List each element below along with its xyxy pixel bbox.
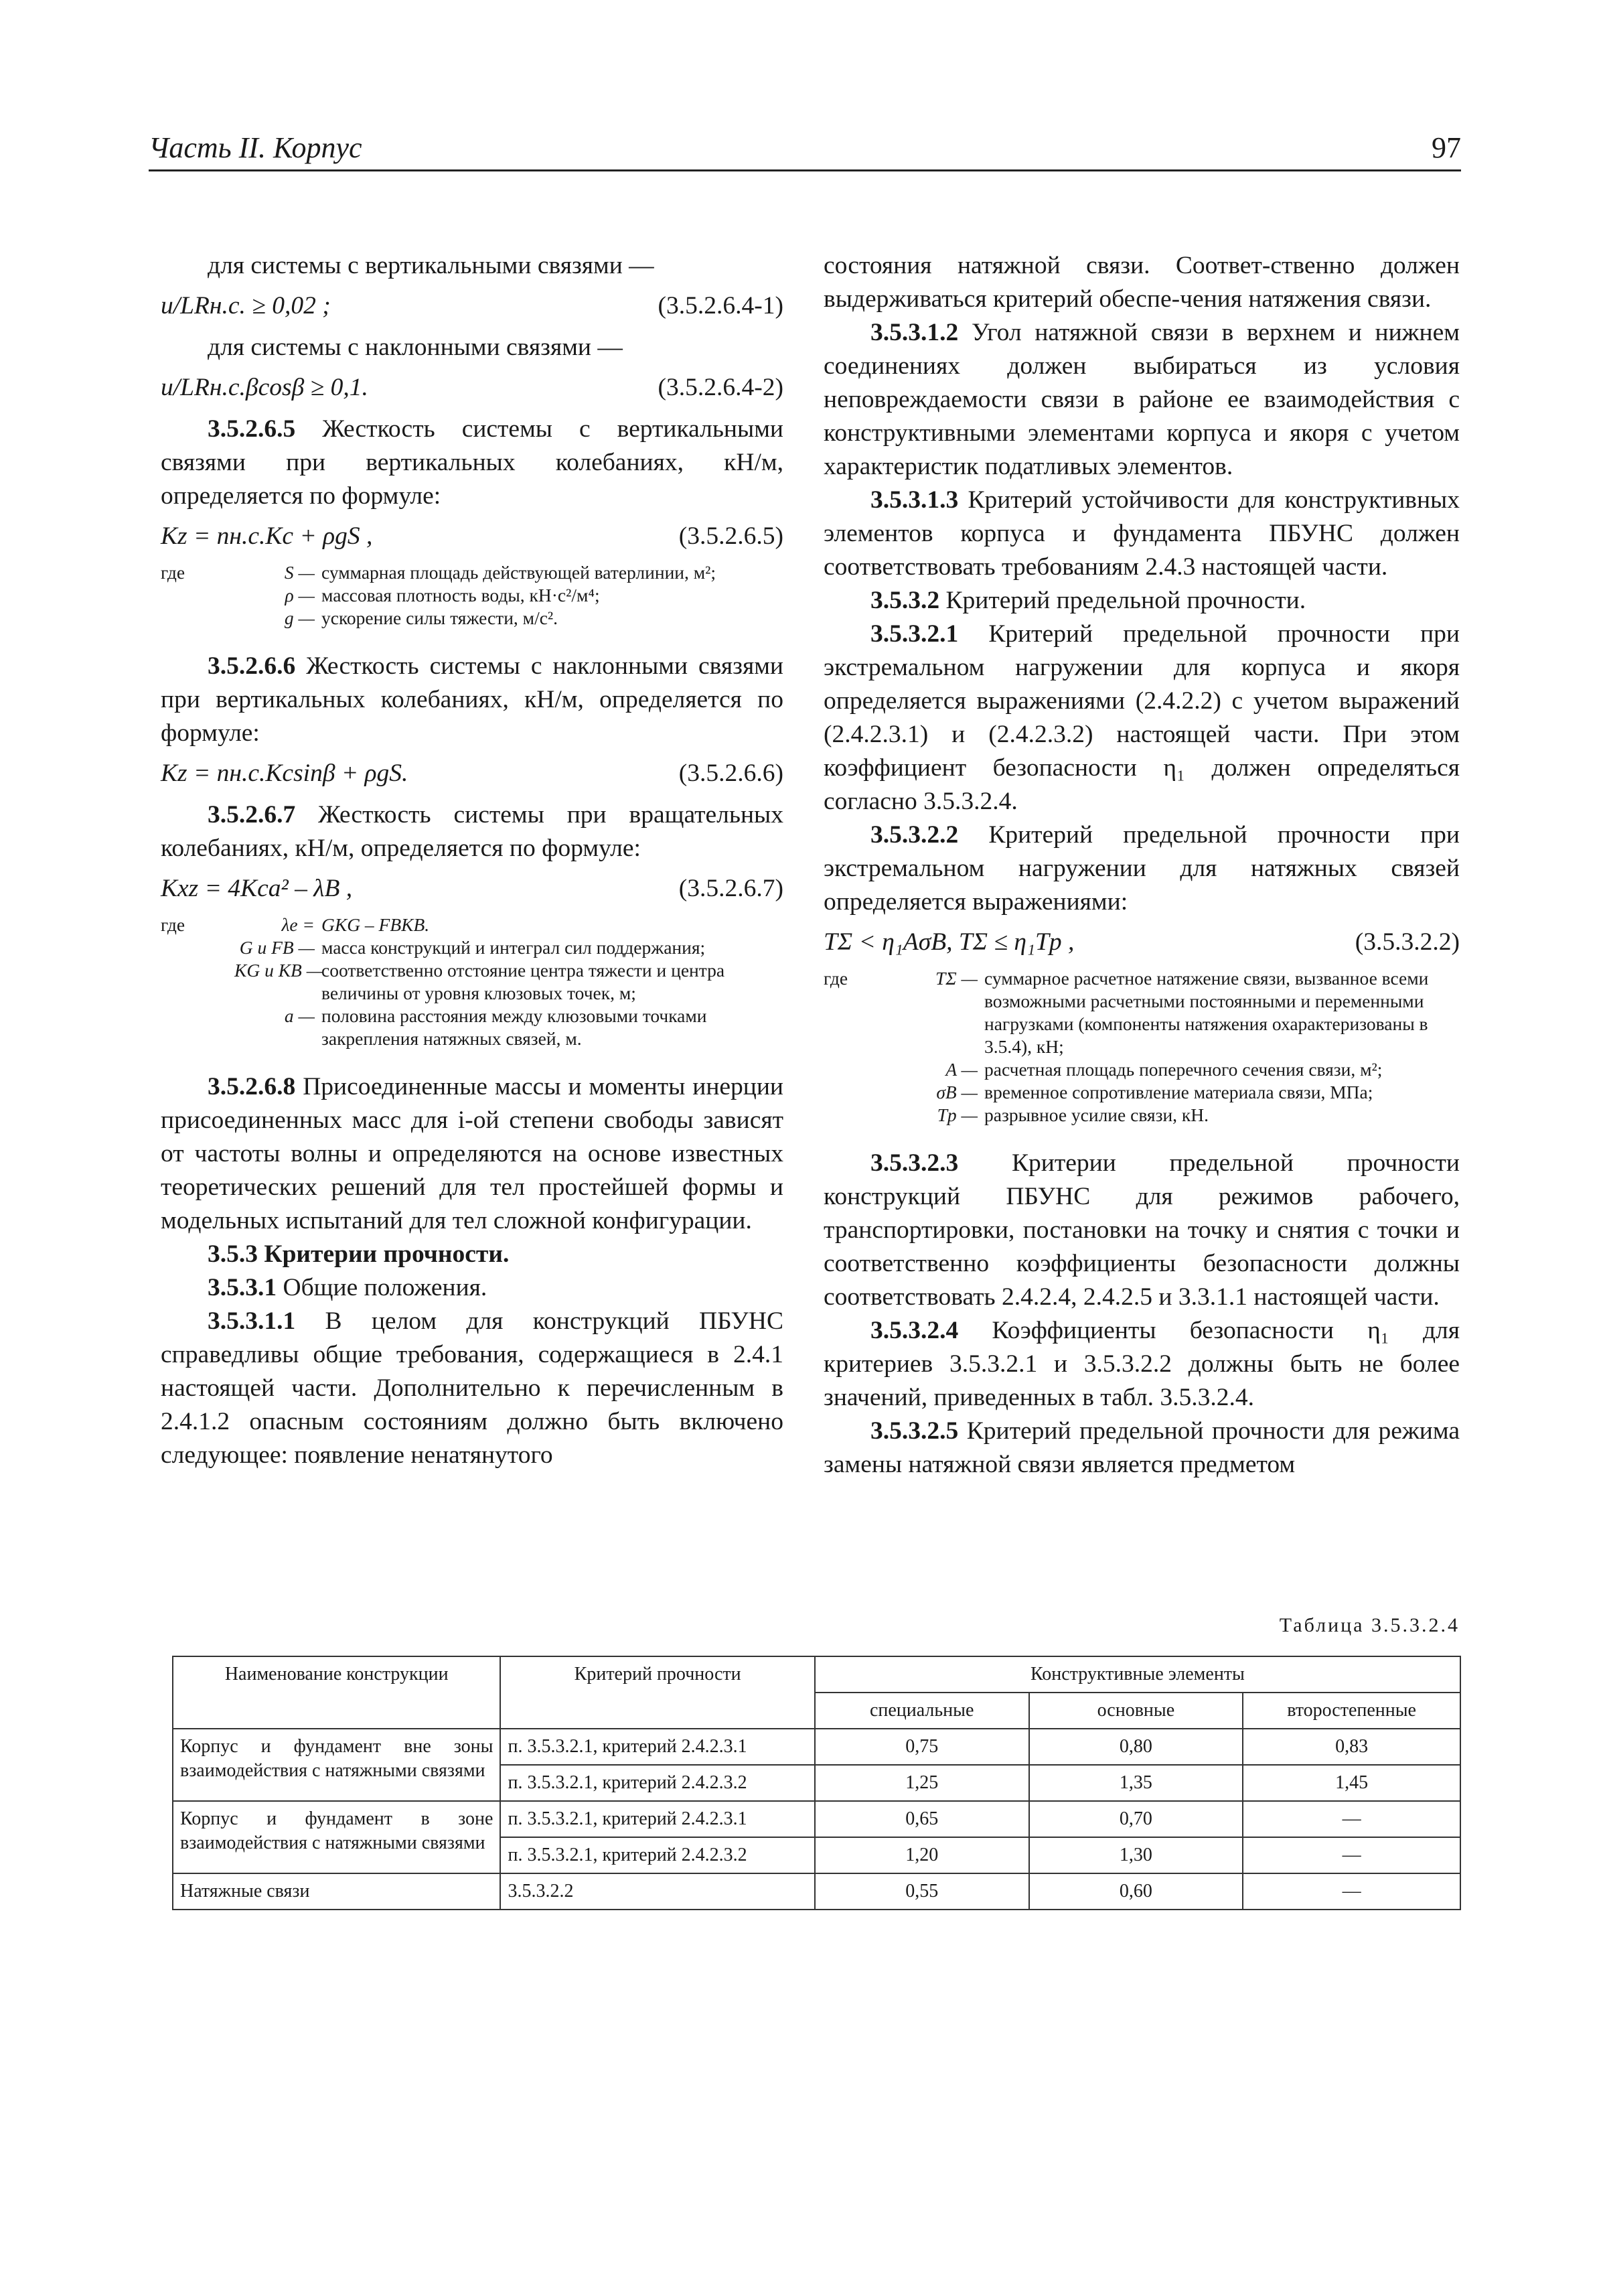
- column-header: Конструктивные элементы: [815, 1656, 1460, 1693]
- paragraph: 3.5.2.6.8 Присоединенные массы и моменты инерции присоединенных масс для i-ой степени свободы зависят от частоты волны и определяются на основе известных теоретических решений для тел простейшей формы и модельных испытаний для тел сложной конфигурации.: [161, 1073, 783, 1234]
- table-cell: 1,45: [1243, 1765, 1460, 1801]
- table-cell: 0,60: [1029, 1873, 1243, 1910]
- text-line: для системы с наклонными связями —: [208, 334, 623, 361]
- table-caption: Таблица 3.5.3.2.4: [1279, 1614, 1460, 1636]
- table-cell: 1,30: [1029, 1837, 1243, 1873]
- table-cell: 3.5.3.2.2: [500, 1873, 814, 1910]
- table-cell: п. 3.5.3.2.1, критерий 2.4.2.3.1: [500, 1801, 814, 1837]
- column-header: Наименование конструкции: [173, 1656, 500, 1729]
- table-cell: 0,70: [1029, 1801, 1243, 1837]
- table-cell: 1,20: [815, 1837, 1029, 1873]
- formula: Kxz = 4Kca² – λB , (3.5.2.6.7): [161, 875, 783, 902]
- table-cell: —: [1243, 1801, 1460, 1837]
- column-header: специальные: [815, 1693, 1029, 1729]
- table-cell: Натяжные связи: [173, 1873, 500, 1910]
- table-cell: Корпус и фундамент в зоне взаимодействия с натяжными связями: [173, 1801, 500, 1873]
- paragraph: 3.5.3.2.5 Критерий предельной прочности для режима замены натяжной связи является предметом: [824, 1417, 1460, 1478]
- table-header-row: [173, 1656, 1460, 1693]
- formula: Kz = nн.с.Kc + ρgS , (3.5.2.6.5): [161, 522, 783, 550]
- table-row: [173, 1729, 1460, 1765]
- table-row: [173, 1801, 1460, 1837]
- column-header: основные: [1029, 1693, 1243, 1729]
- table-cell: п. 3.5.3.2.1, критерий 2.4.2.3.1: [500, 1729, 814, 1765]
- left-column: [161, 249, 783, 1472]
- table-cell: 0,65: [815, 1801, 1029, 1837]
- table-cell: 0,83: [1243, 1729, 1460, 1765]
- paragraph: состояния натяжной связи. Соответ-ственно должен выдерживаться критерий обеспе-чения натяжения связи.: [824, 252, 1460, 313]
- page-header: [149, 131, 1461, 171]
- table-cell: 1,35: [1029, 1765, 1243, 1801]
- table-cell: 1,25: [815, 1765, 1029, 1801]
- table-cell: Корпус и фундамент вне зоны взаимодействия с натяжными связями: [173, 1729, 500, 1801]
- header-title: Часть II. Корпус: [149, 131, 362, 164]
- paragraph: 3.5.3.1.3 Критерий устойчивости для конструктивных элементов корпуса и фундамента ПБУНС должен соответствовать требованиям 2.4.3 настоящей части.: [824, 486, 1460, 581]
- formula: TΣ < η₁AσB, TΣ ≤ η₁Tp , (3.5.3.2.2): [824, 928, 1460, 956]
- formula: Kz = nн.с.Kcsinβ + ρgS. (3.5.2.6.6): [161, 760, 783, 787]
- table-cell: п. 3.5.3.2.1, критерий 2.4.2.3.2: [500, 1837, 814, 1873]
- paragraph: 3.5.3.2.1 Критерий предельной прочности при экстремальном нагружении для корпуса и якоря определяется выражениями (2.4.2.2) с учетом выражений (2.4.2.3.1) и (2.4.2.3.2) настоящей части. При этом коэффициент безопасности η₁ должен определяться согласно 3.5.3.2.4.: [824, 620, 1460, 815]
- paragraph: 3.5.2.6.7 Жесткость системы при вращательных колебаниях, кН/м, определяется по формуле:: [161, 801, 783, 862]
- table-cell: 0,80: [1029, 1729, 1243, 1765]
- text-line: для системы с вертикальными связями —: [208, 252, 654, 279]
- table-cell: п. 3.5.3.2.1, критерий 2.4.2.3.2: [500, 1765, 814, 1801]
- safety-factor-table: [172, 1656, 1461, 1910]
- page-number: 97: [1432, 131, 1461, 164]
- subsection-heading: 3.5.3.1 Общие положения.: [208, 1274, 487, 1301]
- right-column: [824, 249, 1460, 1482]
- paragraph: 3.5.2.6.5 Жесткость системы с вертикальными связями при вертикальных колебаниях, кН/м, определяется по формуле:: [161, 415, 783, 510]
- paragraph: 3.5.3.1.2 Угол натяжной связи в верхнем и нижнем соединениях должен выбираться из условия неповреждаемости связи в районе ее взаимодействия с конструктивными элементами корпуса и якоря с учетом характеристик податливых элементов.: [824, 319, 1460, 480]
- table-row: [173, 1873, 1460, 1910]
- formula-legend: где λe = GKG – FBKB. G и FB — масса конструкций и интеграл сил поддержания; KG и KB — соответственно отстояние центра тяжести и центра величины от уровня клюзовых точек, м; a — половина расстояния между клюзовыми точками закрепления натяжных связей, м.: [161, 914, 725, 1049]
- paragraph: 3.5.3.2.4 Коэффициенты безопасности η₁ для критериев 3.5.3.2.1 и 3.5.3.2.2 должны быть не более значений, приведенных в табл. 3.5.3.2.4.: [824, 1317, 1460, 1411]
- formula: u/LRн.с.βcosβ ≥ 0,1. (3.5.2.6.4-2): [161, 374, 783, 401]
- table-cell: —: [1243, 1873, 1460, 1910]
- table-cell: 0,75: [815, 1729, 1029, 1765]
- table-cell: —: [1243, 1837, 1460, 1873]
- paragraph: 3.5.3.2.3 Критерии предельной прочности конструкций ПБУНС для режимов рабочего, транспортировки, постановки на точку и снятия с точки и соответственно коэффициенты безопасности должны соответствовать 2.4.2.4, 2.4.2.5 и 3.3.1.1 настоящей части.: [824, 1149, 1460, 1311]
- column-header: второстепенные: [1243, 1693, 1460, 1729]
- paragraph: 3.5.3.2.2 Критерий предельной прочности при экстремальном нагружении для натяжных связей определяется выражениями:: [824, 821, 1460, 916]
- formula-legend: где TΣ — суммарное расчетное натяжение связи, вызванное всеми возможными расчетными постоянными и переменными нагрузками (компоненты натяжения охарактеризованы в 3.5.4), кН; A — расчетная площадь поперечного сечения связи, м²; σB — временное сопротивление материала связи, МПа; Tp — разрывное усилие связи, кН.: [824, 968, 1429, 1125]
- table-cell: 0,55: [815, 1873, 1029, 1910]
- formula-legend: где S — суммарная площадь действующей ватерлинии, м²; ρ — массовая плотность воды, кН·с²/м⁴; g — ускорение силы тяжести, м/с².: [161, 562, 716, 628]
- paragraph: 3.5.3.1.1 В целом для конструкций ПБУНС справедливы общие требования, содержащиеся в 2.4.1 настоящей части. Дополнительно к перечисленным в 2.4.1.2 опасным состояниям должно быть включено следующее: появление ненатянутого: [161, 1307, 783, 1469]
- paragraph: 3.5.2.6.6 Жесткость системы с наклонными связями при вертикальных колебаниях, кН/м, определяется по формуле:: [161, 652, 783, 747]
- column-header: Критерий прочности: [500, 1656, 814, 1729]
- section-heading: 3.5.3 Критерии прочности.: [208, 1240, 510, 1268]
- paragraph: 3.5.3.2 Критерий предельной прочности.: [870, 587, 1306, 614]
- formula: u/LRн.с. ≥ 0,02 ; (3.5.2.6.4-1): [161, 292, 783, 319]
